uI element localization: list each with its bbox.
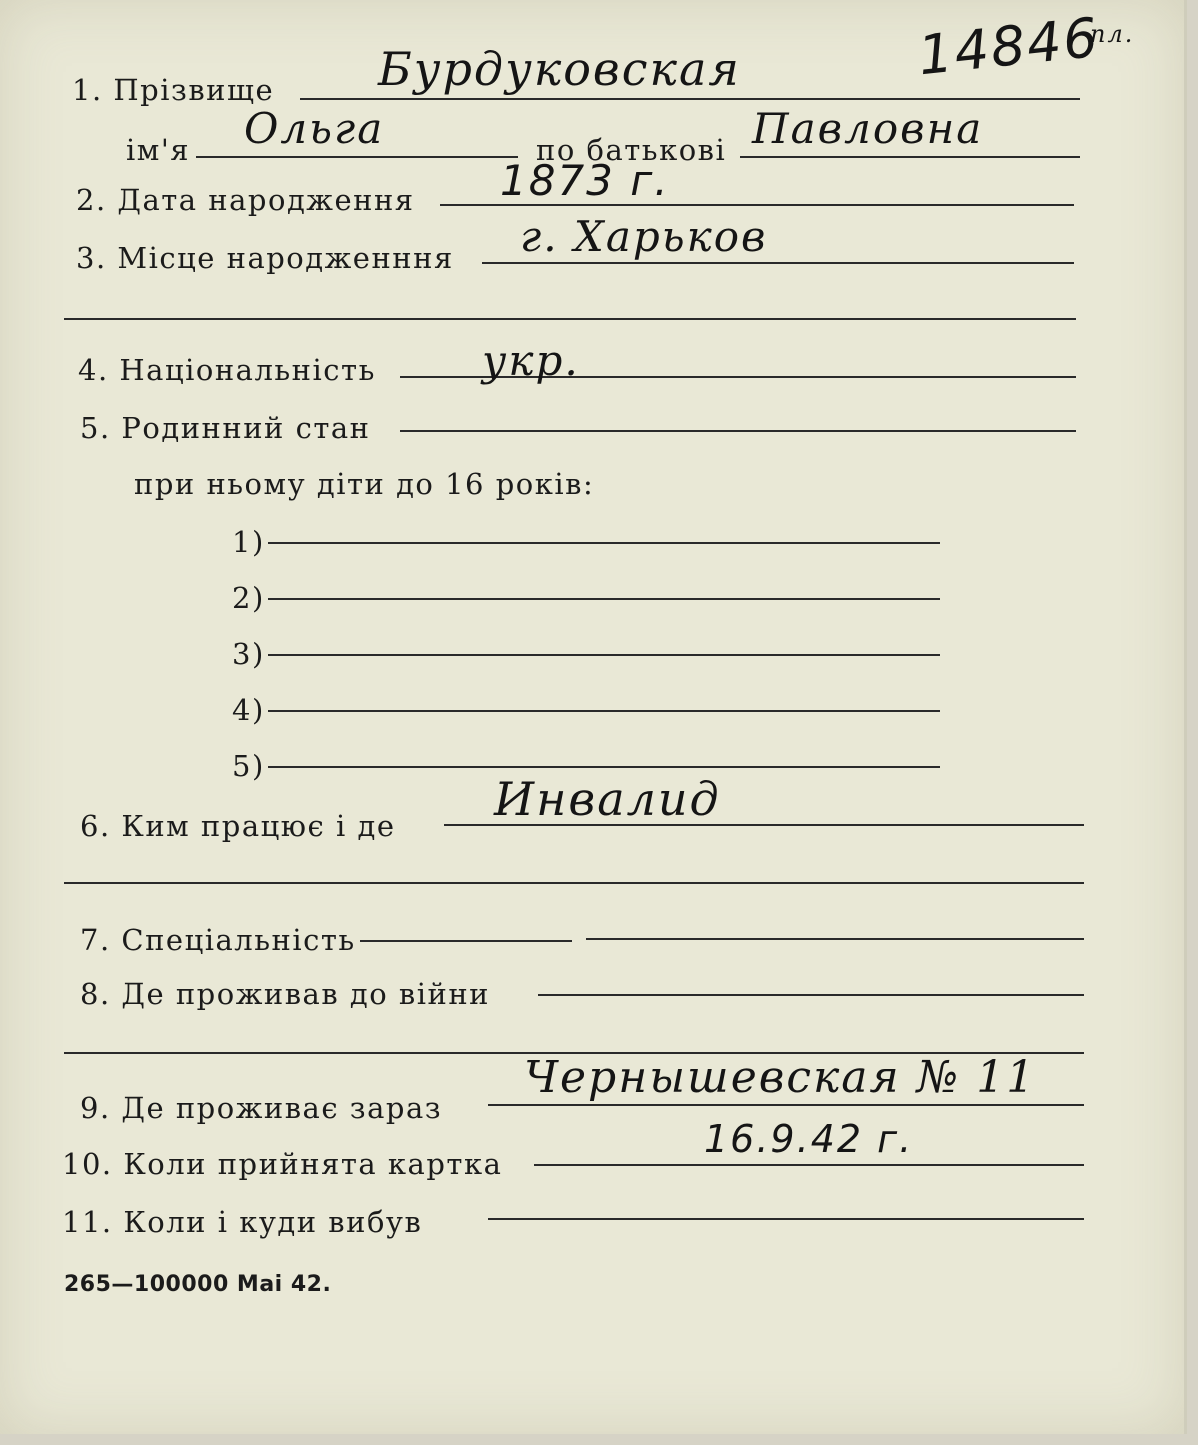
patronymic-label: по батькові bbox=[536, 133, 727, 167]
first-name-value: Ольга bbox=[244, 104, 385, 153]
card-accepted-label: 10. Коли прийнята картка bbox=[62, 1147, 503, 1181]
children-label: при ньому діти до 16 років: bbox=[134, 467, 595, 501]
patronymic-line bbox=[740, 156, 1080, 158]
birth-place-label: 3. Місце народженння bbox=[76, 241, 454, 275]
occupation-label: 6. Ким працює і де bbox=[80, 809, 396, 843]
marital-status-line bbox=[400, 430, 1076, 432]
card-accepted-value: 16.9.42 г. bbox=[704, 1117, 914, 1161]
nationality-value: укр. bbox=[482, 336, 580, 385]
birth-place-line bbox=[482, 262, 1074, 264]
occupation-line-2 bbox=[64, 882, 1084, 884]
child-4-line bbox=[268, 710, 940, 712]
patronymic-value: Павловна bbox=[752, 104, 984, 153]
specialty-line-2 bbox=[586, 938, 1084, 940]
child-4-label: 4) bbox=[232, 693, 265, 727]
surname-value: Бурдуковская bbox=[378, 42, 741, 96]
card-number: 14846 bbox=[915, 5, 1103, 88]
card-accepted-line bbox=[534, 1164, 1084, 1166]
child-2-label: 2) bbox=[232, 581, 265, 615]
birth-place-value: г. Харьков bbox=[520, 212, 768, 261]
child-5-label: 5) bbox=[232, 749, 265, 783]
departure-label: 11. Коли і куди вибув bbox=[62, 1205, 423, 1239]
current-residence-label: 9. Де проживає зараз bbox=[80, 1091, 443, 1125]
specialty-label: 7. Спеціальність bbox=[80, 923, 356, 957]
child-2-line bbox=[268, 598, 940, 600]
marital-status-label: 5. Родинний стан bbox=[80, 411, 371, 445]
child-1-line bbox=[268, 542, 940, 544]
prewar-residence-label: 8. Де проживав до війни bbox=[80, 977, 490, 1011]
child-5-line bbox=[268, 766, 940, 768]
current-residence-line bbox=[488, 1104, 1084, 1106]
departure-line bbox=[488, 1218, 1084, 1220]
occupation-value: Инвалид bbox=[494, 772, 721, 826]
first-name-line bbox=[196, 156, 518, 158]
prewar-residence-line bbox=[538, 994, 1084, 996]
surname-label: 1. Прізвище bbox=[72, 73, 275, 107]
birth-date-value: 1873 г. bbox=[500, 156, 670, 205]
card-number-suffix: пл. bbox=[1090, 20, 1135, 48]
child-1-label: 1) bbox=[232, 525, 265, 559]
nationality-label: 4. Національність bbox=[78, 353, 376, 387]
surname-line bbox=[300, 98, 1080, 100]
child-3-label: 3) bbox=[232, 637, 265, 671]
current-residence-value: Чернышевская № 11 bbox=[524, 1052, 1037, 1103]
birth-date-label: 2. Дата народження bbox=[76, 183, 415, 217]
birth-place-line-2 bbox=[64, 318, 1076, 320]
child-3-line bbox=[268, 654, 940, 656]
specialty-line bbox=[360, 940, 572, 942]
first-name-label: ім'я bbox=[126, 133, 191, 167]
print-code: 265—100000 Mai 42. bbox=[64, 1272, 332, 1297]
